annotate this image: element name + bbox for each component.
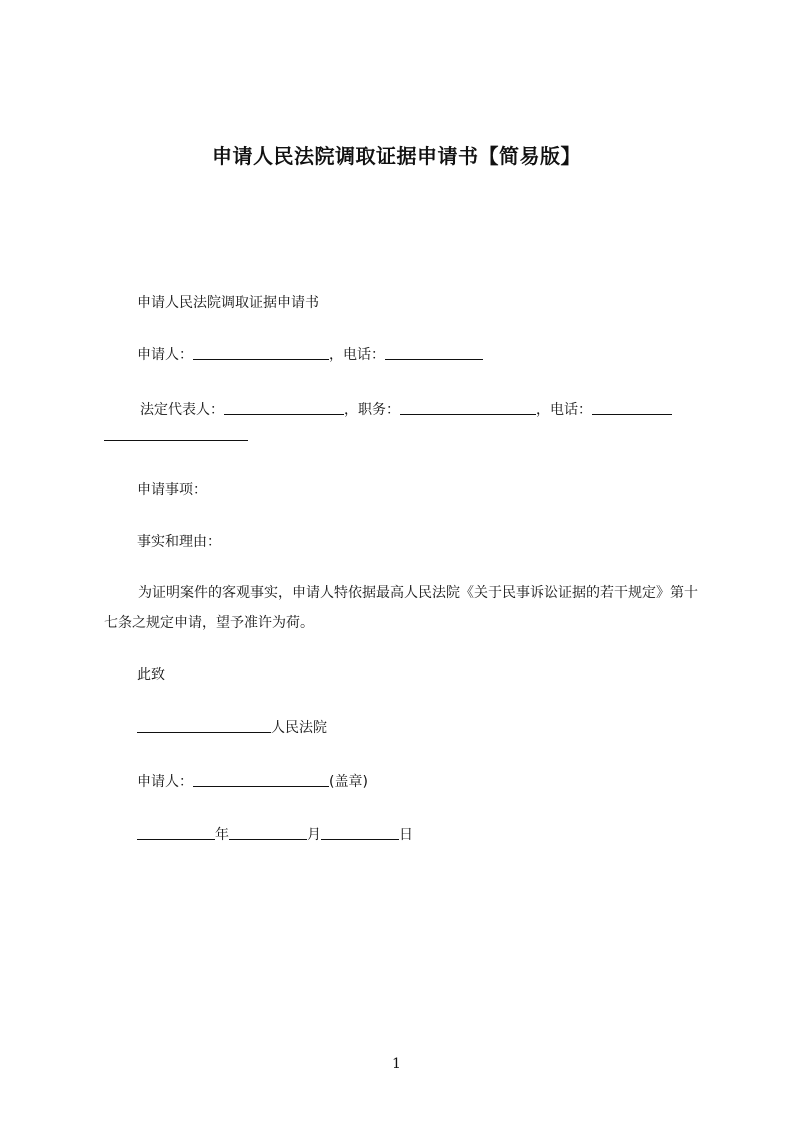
month-label: 月	[307, 827, 321, 843]
legal-rep-position-blank	[400, 400, 536, 415]
body-paragraph	[104, 578, 704, 638]
body-text: 为证明案件的客观事实，申请人特依据最高人民法院《关于民事诉讼证据的若干规定》第十七条之规定申请，望予准许为荷。	[104, 585, 698, 631]
page-number: 1	[392, 1056, 401, 1072]
date-line	[137, 825, 413, 845]
document-title: 申请人民法院调取证据申请书【简易版】	[212, 144, 581, 168]
signature-blank	[193, 772, 329, 787]
court-name-blank	[137, 718, 271, 733]
court-line	[137, 718, 327, 738]
facts-label: 事实和理由：	[137, 534, 221, 550]
court-suffix: 人民法院	[271, 720, 327, 736]
applicant-label: 申请人：	[137, 347, 193, 363]
day-label: 日	[399, 827, 413, 843]
legal-rep-phone-blank-continued	[104, 440, 248, 441]
applicant-phone-label: ，电话：	[329, 347, 385, 363]
applicant-name-blank	[193, 345, 329, 360]
signature-label: 申请人：	[137, 774, 193, 790]
legal-rep-phone-blank	[592, 400, 672, 415]
signature-line	[137, 772, 368, 792]
matters-label: 申请事项：	[137, 482, 207, 498]
legal-rep-position-label: ，职务：	[344, 402, 400, 418]
legal-rep-label: 法定代表人：	[140, 402, 224, 418]
applicant-phone-blank	[385, 345, 483, 360]
seal-note: (盖章)	[329, 774, 368, 790]
legal-rep-phone-label: ，电话：	[536, 402, 592, 418]
legal-rep-name-blank	[224, 400, 344, 415]
salutation: 此致	[137, 667, 165, 683]
legal-rep-line	[140, 400, 672, 420]
applicant-line	[137, 345, 483, 365]
document-subtitle: 申请人民法院调取证据申请书	[137, 295, 319, 311]
year-blank	[137, 825, 215, 840]
year-label: 年	[215, 827, 229, 843]
day-blank	[321, 825, 399, 840]
month-blank	[229, 825, 307, 840]
